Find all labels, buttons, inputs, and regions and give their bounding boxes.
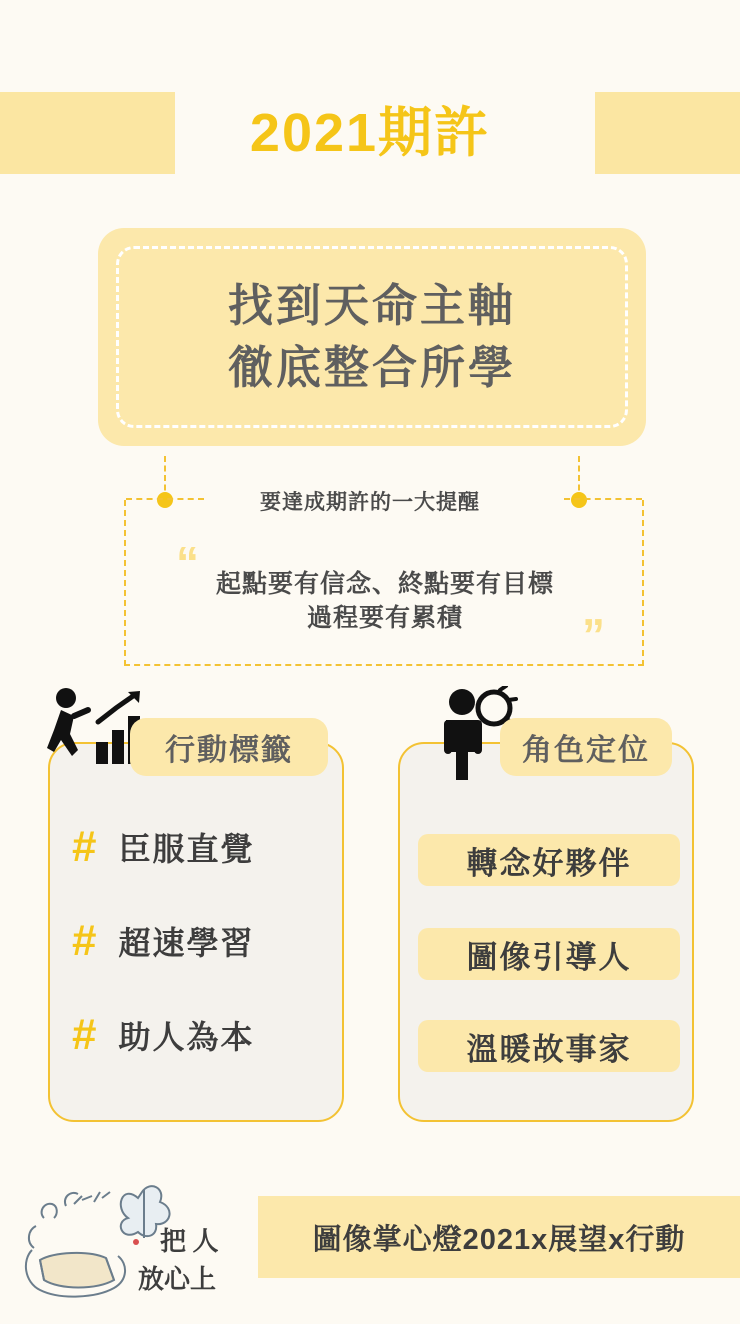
quote-open-icon: “ — [176, 537, 199, 589]
hash-icon: # — [72, 1010, 97, 1059]
list-item[interactable] — [72, 1012, 255, 1058]
hand-lamp-butterfly-logo — [10, 1164, 258, 1314]
goal-card — [98, 228, 646, 446]
reminder-text — [150, 568, 620, 636]
logo-line-1: 把 人 — [160, 1227, 219, 1256]
reminder-label: 要達成期許的一大提醒 — [260, 491, 480, 514]
hash-icon: # — [72, 822, 97, 871]
action-tag-label: 臣服直覺 — [118, 831, 255, 867]
header-band-right — [595, 92, 740, 174]
goal-card-dashed-frame — [116, 246, 628, 428]
goal-line-1: 找到天命主軸 — [227, 279, 516, 331]
list-item[interactable] — [72, 824, 255, 870]
reminder-text-line-2: 過程要有累積 — [306, 603, 463, 632]
list-item[interactable]: 圖像引導人 — [418, 928, 680, 980]
action-tag-label: 助人為本 — [118, 1019, 255, 1055]
action-tag-label: 超速學習 — [118, 925, 255, 961]
list-item[interactable]: 轉念好夥伴 — [418, 834, 680, 886]
action-tags-title: 行動標籤 — [130, 718, 328, 776]
hash-icon: # — [72, 916, 97, 965]
header-band — [0, 92, 740, 174]
page-title: 2021期許 — [249, 103, 491, 163]
reminder-text-line-1: 起點要有信念、終點要有目標 — [215, 570, 554, 598]
quote-close-icon: ” — [582, 609, 605, 661]
list-item[interactable]: 溫暖故事家 — [418, 1020, 680, 1072]
role-positioning-title: 角色定位 — [500, 718, 672, 776]
header-band-left — [0, 92, 175, 174]
footer-band — [258, 1196, 740, 1278]
list-item[interactable] — [72, 918, 255, 964]
logo-line-2: 放心上 — [138, 1265, 217, 1294]
footer-text: 圖像掌心燈2021x展望x行動 — [312, 1223, 686, 1256]
goal-line-2: 徹底整合所學 — [227, 342, 516, 393]
